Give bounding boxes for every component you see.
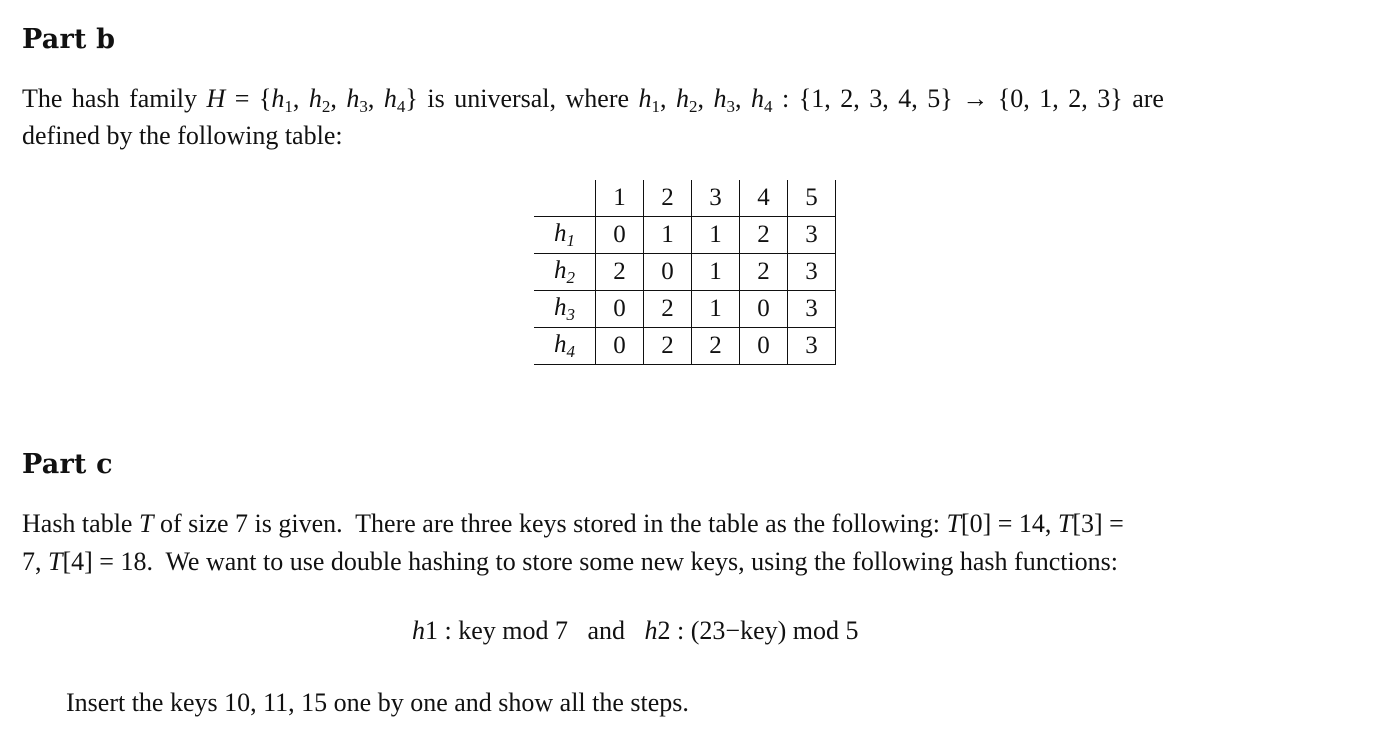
table-cell: 2 <box>644 328 692 365</box>
hash-functions-formula <box>412 616 859 646</box>
column-header: 2 <box>644 180 692 217</box>
text: 2 <box>657 616 671 645</box>
text: , <box>330 84 347 113</box>
part-c-line-2 <box>22 543 1118 580</box>
math-h: h <box>346 84 360 113</box>
math-h: h <box>676 84 690 113</box>
text: 7, <box>22 547 48 576</box>
subscript: 1 <box>566 230 575 250</box>
text: } <box>405 84 418 113</box>
text: [0] = 14, <box>960 509 1058 538</box>
row-label <box>534 291 596 328</box>
table-corner <box>534 180 596 217</box>
subscript: 4 <box>764 97 773 116</box>
math-h: h <box>751 84 765 113</box>
table-header-row <box>534 180 836 217</box>
table-row <box>534 328 836 365</box>
math-T: T <box>48 547 63 576</box>
text: = <box>225 84 259 113</box>
subscript: 2 <box>321 97 331 116</box>
math-h: h <box>271 84 285 113</box>
subscript: 3 <box>726 97 736 116</box>
subscript: 3 <box>359 97 368 116</box>
part-b-heading: Part b <box>22 24 116 55</box>
subscript: 1 <box>284 97 293 116</box>
math-H: H <box>206 84 226 113</box>
row-label <box>534 254 596 291</box>
table-cell: 3 <box>788 328 836 365</box>
table-cell: 2 <box>692 328 740 365</box>
part-c-heading: Part c <box>22 449 113 480</box>
math-T: T <box>138 509 154 538</box>
text: [3] = <box>1072 509 1124 538</box>
table-cell: 0 <box>740 291 788 328</box>
table-cell: 3 <box>788 254 836 291</box>
table-cell: 0 <box>596 217 644 254</box>
math-h: h <box>713 84 727 113</box>
subscript: 3 <box>566 304 575 324</box>
text: of size 7 is given. There are three keys stored in the table as the following: <box>153 509 947 538</box>
table-cell: 1 <box>692 254 740 291</box>
table-row <box>534 217 836 254</box>
column-header: 3 <box>692 180 740 217</box>
math-h: h <box>554 219 567 247</box>
part-c-instruction: Insert the keys 10, 11, 15 one by one and show all the steps. <box>66 688 689 717</box>
column-header: 1 <box>596 180 644 217</box>
table-cell: 1 <box>692 217 740 254</box>
hash-function-table <box>534 180 836 365</box>
text: : key mod 7 and <box>438 616 645 645</box>
table-cell: 1 <box>692 291 740 328</box>
text: [4] = 18. We want to use double hashing to store some new keys, using the following hash functions: <box>62 547 1119 576</box>
table-cell: 3 <box>788 291 836 328</box>
text: , <box>292 84 309 113</box>
table-cell: 0 <box>644 254 692 291</box>
math-h: h <box>412 616 425 645</box>
table-cell: 2 <box>740 254 788 291</box>
table-row <box>534 254 836 291</box>
table-cell: 0 <box>596 291 644 328</box>
math-h: h <box>383 84 397 113</box>
row-label <box>534 217 596 254</box>
text: is universal, where <box>417 84 639 113</box>
table-cell: 2 <box>644 291 692 328</box>
text: , <box>735 84 752 113</box>
text: Hash table <box>22 509 139 538</box>
subscript: 1 <box>651 97 661 116</box>
text: , <box>367 84 384 113</box>
text: 1 <box>425 616 438 645</box>
subscript: 2 <box>566 267 575 287</box>
math-h: h <box>554 293 567 321</box>
math-h: h <box>308 84 322 113</box>
text: : {1, 2, 3, 4, 5} → {0, 1, 2, 3} are <box>772 84 1164 113</box>
math-h: h <box>638 84 652 113</box>
text: The hash family <box>22 84 207 113</box>
subscript: 4 <box>566 341 575 361</box>
table-cell: 0 <box>740 328 788 365</box>
table-cell: 2 <box>740 217 788 254</box>
subscript: 2 <box>689 97 698 116</box>
text: { <box>258 84 272 113</box>
math-h: h <box>554 256 567 284</box>
math-T: T <box>1057 509 1073 538</box>
math-T: T <box>946 509 961 538</box>
math-h: h <box>644 616 658 645</box>
text: , <box>660 84 677 113</box>
column-header: 4 <box>740 180 788 217</box>
part-b-line-2: defined by the following table: <box>22 121 343 150</box>
table-cell: 0 <box>596 328 644 365</box>
text: , <box>697 84 714 113</box>
table-cell: 1 <box>644 217 692 254</box>
part-c-line-1 <box>22 505 1124 542</box>
row-label <box>534 328 596 365</box>
table-row <box>534 291 836 328</box>
subscript: 4 <box>396 97 406 116</box>
table-cell: 3 <box>788 217 836 254</box>
table-cell: 2 <box>596 254 644 291</box>
math-h: h <box>554 330 567 358</box>
column-header: 5 <box>788 180 836 217</box>
text: : (23−key) mod 5 <box>670 616 859 645</box>
